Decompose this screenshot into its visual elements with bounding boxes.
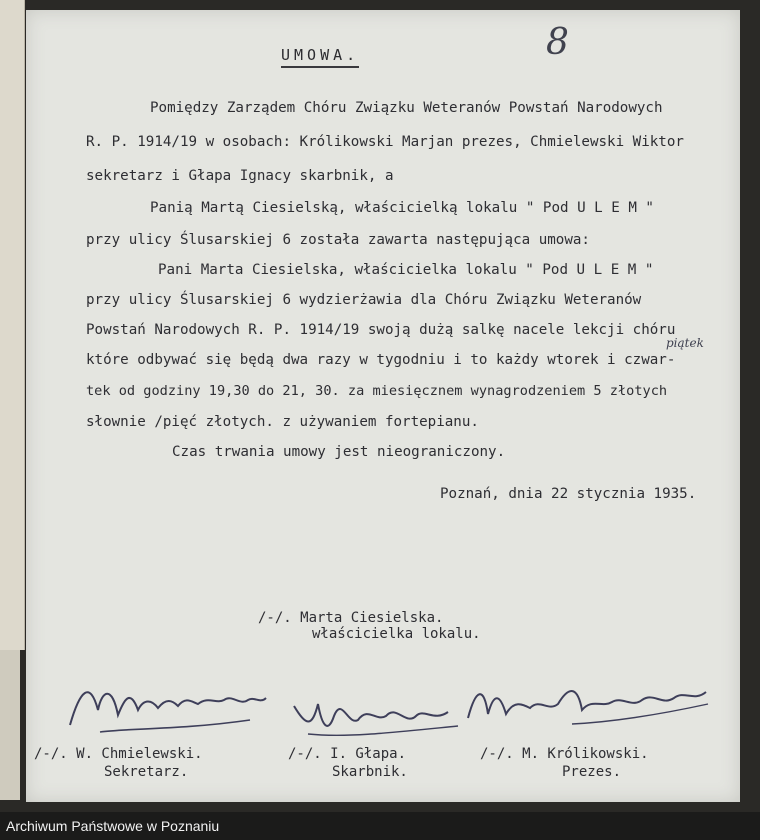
owner-signature-role: właścicielka lokalu. (312, 626, 481, 642)
paragraph-line: Pomiędzy Zarządem Chóru Związku Weteranów Powstań Narodowych (150, 100, 663, 116)
signatory-glapa-name: /-/. I. Głapa. (288, 746, 407, 762)
archive-footer (0, 812, 760, 840)
paragraph-line: przy ulicy Ślusarskiej 6 wydzierżawia dla Chóru Związku Weteranów (86, 292, 642, 308)
adjacent-page-edge (0, 0, 25, 650)
paragraph-line: przy ulicy Ślusarskiej 6 została zawarta następująca umowa: (86, 232, 590, 248)
paragraph-line: Panią Martą Ciesielską, właścicielką lokalu " Pod U L E M " (150, 200, 654, 216)
paragraph-line: Pani Marta Ciesielska, właścicielka lokalu " Pod U L E M " (158, 262, 654, 278)
handwritten-page-number: 8 (546, 22, 569, 63)
paragraph-line: sekretarz i Głapa Ignacy skarbnik, a (86, 168, 394, 184)
paragraph-line: słownie /pięć złotych. z używaniem fortepianu. (86, 414, 479, 430)
handwritten-correction: piątek (666, 336, 704, 350)
paragraph-line: Czas trwania umowy jest nieograniczony. (172, 444, 506, 460)
document-page (26, 10, 740, 802)
signatory-krolikowski-role: Prezes. (562, 764, 622, 780)
signatory-glapa-role: Skarbnik. (332, 764, 408, 780)
adjacent-page-edge-lower (0, 650, 20, 800)
paragraph-line: Powstań Narodowych R. P. 1914/19 swoją dużą salkę nacele lekcji chóru (86, 322, 676, 338)
owner-signature-name: /-/. Marta Ciesielska. (258, 610, 444, 626)
paragraph-line: które odbywać się będą dwa razy w tygodniu i to każdy wtorek i czwar- (86, 352, 676, 368)
signatory-krolikowski-name: /-/. M. Królikowski. (480, 746, 649, 762)
paragraph-line: R. P. 1914/19 w osobach: Królikowski Marjan prezes, Chmielewski Wiktor (86, 134, 684, 150)
signatory-chmielewski-role: Sekretarz. (104, 764, 189, 780)
signatory-chmielewski-name: /-/. W. Chmielewski. (34, 746, 203, 762)
document-title: UMOWA. (281, 46, 359, 68)
paragraph-line: tek od godziny 19,30 do 21, 30. za miesięcznem wynagrodzeniem 5 złotych (86, 383, 668, 399)
date-line: Poznań, dnia 22 stycznia 1935. (440, 486, 697, 502)
archive-name: Archiwum Państwowe w Poznaniu (6, 818, 220, 834)
